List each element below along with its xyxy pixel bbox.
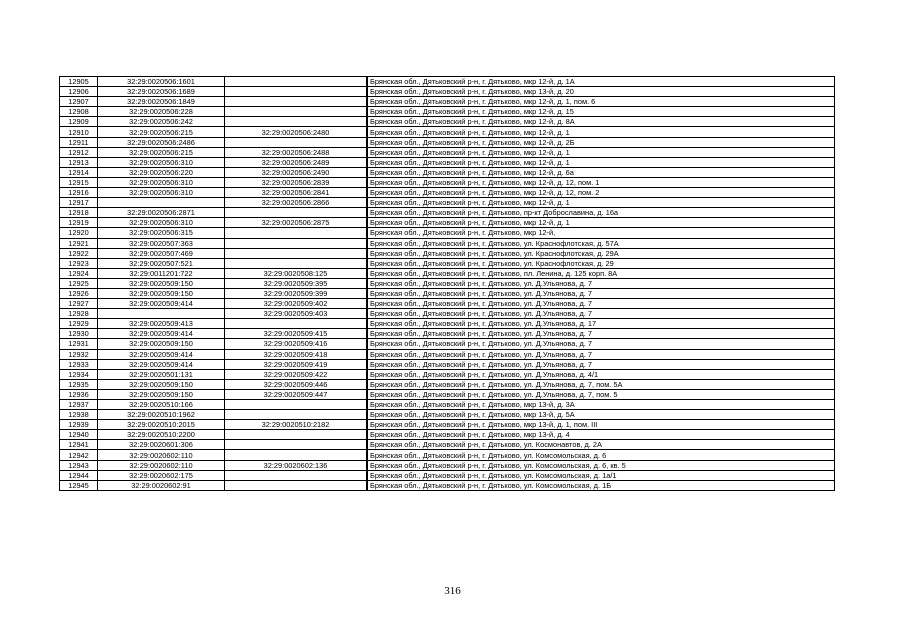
record-number-cell: 12930: [60, 329, 98, 339]
related-cadastral-number-cell: 32:29:0020506:2490: [225, 167, 367, 177]
table-row: [60, 208, 835, 218]
table-row: [60, 420, 835, 430]
cadastral-number-cell: 32:29:0020506:1601: [98, 77, 225, 87]
related-cadastral-number-cell: [225, 107, 367, 117]
record-number-cell: 12936: [60, 389, 98, 399]
table-row: [60, 248, 835, 258]
record-number-cell: 12941: [60, 440, 98, 450]
related-cadastral-number-cell: 32:29:0020509:402: [225, 299, 367, 309]
table-row: [60, 167, 835, 177]
cadastral-number-cell: [98, 198, 225, 208]
related-cadastral-number-cell: [225, 258, 367, 268]
related-cadastral-number-cell: [225, 117, 367, 127]
related-cadastral-number-cell: 32:29:0020509:399: [225, 288, 367, 298]
related-cadastral-number-cell: [225, 238, 367, 248]
table-row: [60, 359, 835, 369]
related-cadastral-number-cell: [225, 410, 367, 420]
related-cadastral-number-cell: 32:29:0020506:2875: [225, 218, 367, 228]
related-cadastral-number-cell: [225, 319, 367, 329]
cadastral-number-cell: 32:29:0020506:310: [98, 218, 225, 228]
record-number-cell: 12926: [60, 288, 98, 298]
table-row: [60, 288, 835, 298]
cadastral-number-cell: 32:29:0020506:310: [98, 177, 225, 187]
related-cadastral-number-cell: [225, 480, 367, 490]
address-cell: Брянская обл., Дятьковский р-н, г. Дятьково, ул. Д.Ульянова, д. 17: [368, 319, 835, 329]
related-cadastral-number-cell: 32:29:0020509:419: [225, 359, 367, 369]
record-number-cell: 12932: [60, 349, 98, 359]
record-number-cell: 12921: [60, 238, 98, 248]
related-cadastral-number-cell: [225, 450, 367, 460]
page-number: 316: [444, 585, 461, 597]
address-cell: Брянская обл., Дятьковский р-н, г. Дятьково, пл. Ленина, д. 125 корп. 8А: [368, 268, 835, 278]
table-row: [60, 278, 835, 288]
table-row: [60, 137, 835, 147]
related-cadastral-number-cell: 32:29:0020506:2866: [225, 198, 367, 208]
cadastral-number-cell: 32:29:0020506:1849: [98, 97, 225, 107]
related-cadastral-number-cell: [225, 430, 367, 440]
address-cell: Брянская обл., Дятьковский р-н, г. Дятьково, ул. Краснофлотская, д. 29: [368, 258, 835, 268]
cadastral-number-cell: 32:29:0020602:91: [98, 480, 225, 490]
address-cell: Брянская обл., Дятьковский р-н, г. Дятьково, ул. Д.Ульянова, д. 7: [368, 339, 835, 349]
table-row: [60, 77, 835, 87]
cadastral-number-cell: 32:29:0020509:150: [98, 389, 225, 399]
related-cadastral-number-cell: 32:29:0020506:2489: [225, 157, 367, 167]
table-row: [60, 430, 835, 440]
address-cell: Брянская обл., Дятьковский р-н, г. Дятьково, мкр 12-й, д. 1: [368, 198, 835, 208]
address-cell: Брянская обл., Дятьковский р-н, г. Дятьково, ул. Д.Ульянова, д. 7: [368, 299, 835, 309]
record-number-cell: 12922: [60, 248, 98, 258]
cadastral-number-cell: 32:29:0020509:414: [98, 349, 225, 359]
related-cadastral-number-cell: [225, 97, 367, 107]
table-row: [60, 117, 835, 127]
record-number-cell: 12913: [60, 157, 98, 167]
record-number-cell: 12939: [60, 420, 98, 430]
record-number-cell: 12943: [60, 460, 98, 470]
table-row: [60, 268, 835, 278]
cadastral-number-cell: [98, 309, 225, 319]
cadastral-number-cell: 32:29:0020509:150: [98, 288, 225, 298]
table-row: [60, 218, 835, 228]
cadastral-number-cell: 32:29:0020506:242: [98, 117, 225, 127]
address-cell: Брянская обл., Дятьковский р-н, г. Дятьково, ул. Краснофлотская, д. 57А: [368, 238, 835, 248]
record-number-cell: 12905: [60, 77, 98, 87]
related-cadastral-number-cell: 32:29:0020509:403: [225, 309, 367, 319]
related-cadastral-number-cell: 32:29:0020510:2182: [225, 420, 367, 430]
address-cell: Брянская обл., Дятьковский р-н, г. Дятьково, мкр 13-й, д. 5А: [368, 410, 835, 420]
table-row: [60, 480, 835, 490]
cadastral-number-cell: 32:29:0020601:306: [98, 440, 225, 450]
cadastral-number-cell: 32:29:0011201:722: [98, 268, 225, 278]
address-cell: Брянская обл., Дятьковский р-н, г. Дятьково, мкр 13-й, д. 3А: [368, 400, 835, 410]
related-cadastral-number-cell: [225, 228, 367, 238]
record-number-cell: 12907: [60, 97, 98, 107]
address-cell: Брянская обл., Дятьковский р-н, г. Дятьково, ул. Комсомольская, д. 1Б: [368, 480, 835, 490]
record-number-cell: 12908: [60, 107, 98, 117]
record-number-cell: 12925: [60, 278, 98, 288]
related-cadastral-number-cell: [225, 87, 367, 97]
record-number-cell: 12937: [60, 400, 98, 410]
table-row: [60, 238, 835, 248]
table-row: [60, 460, 835, 470]
record-number-cell: 12927: [60, 299, 98, 309]
table-row: [60, 188, 835, 198]
table-row: [60, 369, 835, 379]
related-cadastral-number-cell: [225, 208, 367, 218]
cadastral-number-cell: 32:29:0020506:215: [98, 147, 225, 157]
related-cadastral-number-cell: 32:29:0020509:447: [225, 389, 367, 399]
table-row: [60, 157, 835, 167]
table-row: [60, 339, 835, 349]
table-row: [60, 349, 835, 359]
address-cell: Брянская обл., Дятьковский р-н, г. Дятьково, мкр 12-й, д. 8А: [368, 117, 835, 127]
record-number-cell: 12914: [60, 167, 98, 177]
cadastral-number-cell: 32:29:0020507:521: [98, 258, 225, 268]
table-row: [60, 389, 835, 399]
table-row: [60, 198, 835, 208]
record-number-cell: 12923: [60, 258, 98, 268]
cadastral-number-cell: 32:29:0020509:414: [98, 359, 225, 369]
table-row: [60, 440, 835, 450]
registry-table: [59, 76, 835, 491]
cadastral-number-cell: 32:29:0020509:414: [98, 329, 225, 339]
related-cadastral-number-cell: [225, 400, 367, 410]
address-cell: Брянская обл., Дятьковский р-н, г. Дятьково, мкр 12-й, д. 1: [368, 157, 835, 167]
address-cell: Брянская обл., Дятьковский р-н, г. Дятьково, мкр 12-й, д. 12, пом. 2: [368, 188, 835, 198]
related-cadastral-number-cell: 32:29:0020506:2841: [225, 188, 367, 198]
address-cell: Брянская обл., Дятьковский р-н, г. Дятьково, мкр 13-й, д. 20: [368, 87, 835, 97]
cadastral-number-cell: 32:29:0020602:110: [98, 460, 225, 470]
table-row: [60, 107, 835, 117]
related-cadastral-number-cell: 32:29:0020509:415: [225, 329, 367, 339]
related-cadastral-number-cell: 32:29:0020602:136: [225, 460, 367, 470]
record-number-cell: 12909: [60, 117, 98, 127]
related-cadastral-number-cell: 32:29:0020509:418: [225, 349, 367, 359]
cadastral-number-cell: 32:29:0020510:1962: [98, 410, 225, 420]
related-cadastral-number-cell: 32:29:0020508:125: [225, 268, 367, 278]
address-cell: Брянская обл., Дятьковский р-н, г. Дятьково, ул. Д.Ульянова, д. 7: [368, 278, 835, 288]
cadastral-number-cell: 32:29:0020506:315: [98, 228, 225, 238]
record-number-cell: 12933: [60, 359, 98, 369]
record-number-cell: 12916: [60, 188, 98, 198]
address-cell: Брянская обл., Дятьковский р-н, г. Дятьково, мкр 12-й, д. 1: [368, 147, 835, 157]
related-cadastral-number-cell: [225, 137, 367, 147]
record-number-cell: 12931: [60, 339, 98, 349]
record-number-cell: 12940: [60, 430, 98, 440]
cadastral-number-cell: 32:29:0020507:363: [98, 238, 225, 248]
address-cell: Брянская обл., Дятьковский р-н, г. Дятьково, ул. Д.Ульянова, д. 7: [368, 359, 835, 369]
table-row: [60, 177, 835, 187]
cadastral-number-cell: 32:29:0020507:469: [98, 248, 225, 258]
table-row: [60, 127, 835, 137]
table-row: [60, 470, 835, 480]
address-cell: Брянская обл., Дятьковский р-н, г. Дятьково, мкр 12-й, д. 15: [368, 107, 835, 117]
record-number-cell: 12910: [60, 127, 98, 137]
cadastral-number-cell: 32:29:0020509:414: [98, 299, 225, 309]
address-cell: Брянская обл., Дятьковский р-н, г. Дятьково, мкр 12-й,: [368, 228, 835, 238]
address-cell: Брянская обл., Дятьковский р-н, г. Дятьково, мкр 13-й, д. 1, пом. III: [368, 420, 835, 430]
address-cell: Брянская обл., Дятьковский р-н, г. Дятьково, ул. Комсомольская, д. 6: [368, 450, 835, 460]
registry-table-body: [60, 77, 835, 491]
cadastral-number-cell: 32:29:0020602:110: [98, 450, 225, 460]
record-number-cell: 12944: [60, 470, 98, 480]
address-cell: Брянская обл., Дятьковский р-н, г. Дятьково, мкр 12-й, д. 1, пом. 6: [368, 97, 835, 107]
related-cadastral-number-cell: 32:29:0020509:446: [225, 379, 367, 389]
record-number-cell: 12935: [60, 379, 98, 389]
related-cadastral-number-cell: 32:29:0020506:2839: [225, 177, 367, 187]
cadastral-number-cell: 32:29:0020509:150: [98, 278, 225, 288]
cadastral-number-cell: 32:29:0020506:1689: [98, 87, 225, 97]
cadastral-number-cell: 32:29:0020509:150: [98, 379, 225, 389]
cadastral-number-cell: 32:29:0020509:150: [98, 339, 225, 349]
address-cell: Брянская обл., Дятьковский р-н, г. Дятьково, мкр 12-й, д. 2Б: [368, 137, 835, 147]
address-cell: Брянская обл., Дятьковский р-н, г. Дятьково, ул. Д.Ульянова, д. 7: [368, 349, 835, 359]
address-cell: Брянская обл., Дятьковский р-н, г. Дятьково, ул. Д.Ульянова, д. 4/1: [368, 369, 835, 379]
address-cell: Брянская обл., Дятьковский р-н, г. Дятьково, ул. Д.Ульянова, д. 7, пом. 5А: [368, 379, 835, 389]
record-number-cell: 12918: [60, 208, 98, 218]
address-cell: Брянская обл., Дятьковский р-н, г. Дятьково, ул. Д.Ульянова, д. 7: [368, 329, 835, 339]
address-cell: Брянская обл., Дятьковский р-н, г. Дятьково, мкр 13-й, д. 4: [368, 430, 835, 440]
cadastral-number-cell: 32:29:0020506:2486: [98, 137, 225, 147]
cadastral-number-cell: 32:29:0020506:2871: [98, 208, 225, 218]
record-number-cell: 12915: [60, 177, 98, 187]
related-cadastral-number-cell: 32:29:0020509:416: [225, 339, 367, 349]
cadastral-number-cell: 32:29:0020506:310: [98, 157, 225, 167]
cadastral-number-cell: 32:29:0020510:2015: [98, 420, 225, 430]
record-number-cell: 12934: [60, 369, 98, 379]
cadastral-number-cell: 32:29:0020510:2200: [98, 430, 225, 440]
address-cell: Брянская обл., Дятьковский р-н, г. Дятьково, мкр 12-й, д. 1: [368, 127, 835, 137]
related-cadastral-number-cell: [225, 248, 367, 258]
record-number-cell: 12945: [60, 480, 98, 490]
related-cadastral-number-cell: 32:29:0020509:422: [225, 369, 367, 379]
table-row: [60, 379, 835, 389]
cadastral-number-cell: 32:29:0020602:175: [98, 470, 225, 480]
cadastral-number-cell: 32:29:0020506:228: [98, 107, 225, 117]
table-row: [60, 319, 835, 329]
record-number-cell: 12942: [60, 450, 98, 460]
record-number-cell: 12911: [60, 137, 98, 147]
table-row: [60, 309, 835, 319]
address-cell: Брянская обл., Дятьковский р-н, г. Дятьково, ул. Краснофлотская, д. 29А: [368, 248, 835, 258]
table-row: [60, 97, 835, 107]
address-cell: Брянская обл., Дятьковский р-н, г. Дятьково, ул. Д.Ульянова, д. 7, пом. 5: [368, 389, 835, 399]
table-row: [60, 147, 835, 157]
table-row: [60, 410, 835, 420]
cadastral-number-cell: 32:29:0020506:310: [98, 188, 225, 198]
table-row: [60, 299, 835, 309]
record-number-cell: 12928: [60, 309, 98, 319]
cadastral-number-cell: 32:29:0020509:413: [98, 319, 225, 329]
cadastral-number-cell: 32:29:0020506:215: [98, 127, 225, 137]
related-cadastral-number-cell: 32:29:0020509:395: [225, 278, 367, 288]
table-row: [60, 228, 835, 238]
address-cell: Брянская обл., Дятьковский р-н, г. Дятьково, ул. Д.Ульянова, д. 7: [368, 288, 835, 298]
address-cell: Брянская обл., Дятьковский р-н, г. Дятьково, пр-кт Доброславина, д. 16а: [368, 208, 835, 218]
address-cell: Брянская обл., Дятьковский р-н, г. Дятьково, мкр 12-й, д. 1: [368, 218, 835, 228]
cadastral-number-cell: 32:29:0020501:131: [98, 369, 225, 379]
record-number-cell: 12920: [60, 228, 98, 238]
table-row: [60, 450, 835, 460]
related-cadastral-number-cell: 32:29:0020506:2480: [225, 127, 367, 137]
record-number-cell: 12919: [60, 218, 98, 228]
address-cell: Брянская обл., Дятьковский р-н, г. Дятьково, ул. Д.Ульянова, д. 7: [368, 309, 835, 319]
table-row: [60, 329, 835, 339]
cadastral-number-cell: 32:29:0020510:166: [98, 400, 225, 410]
record-number-cell: 12912: [60, 147, 98, 157]
related-cadastral-number-cell: 32:29:0020506:2488: [225, 147, 367, 157]
record-number-cell: 12929: [60, 319, 98, 329]
address-cell: Брянская обл., Дятьковский р-н, г. Дятьково, мкр 12-й, д. 1А: [368, 77, 835, 87]
cadastral-number-cell: 32:29:0020506:220: [98, 167, 225, 177]
related-cadastral-number-cell: [225, 77, 367, 87]
record-number-cell: 12906: [60, 87, 98, 97]
address-cell: Брянская обл., Дятьковский р-н, г. Дятьково, мкр 12-й, д. 6а: [368, 167, 835, 177]
address-cell: Брянская обл., Дятьковский р-н, г. Дятьково, мкр 12-й, д. 12, пом. 1: [368, 177, 835, 187]
address-cell: Брянская обл., Дятьковский р-н, г. Дятьково, ул. Космонавтов, д. 2А: [368, 440, 835, 450]
table-row: [60, 87, 835, 97]
table-row: [60, 258, 835, 268]
record-number-cell: 12917: [60, 198, 98, 208]
address-cell: Брянская обл., Дятьковский р-н, г. Дятьково, ул. Комсомольская, д. 6, кв. 5: [368, 460, 835, 470]
table-row: [60, 400, 835, 410]
record-number-cell: 12924: [60, 268, 98, 278]
related-cadastral-number-cell: [225, 440, 367, 450]
related-cadastral-number-cell: [225, 470, 367, 480]
record-number-cell: 12938: [60, 410, 98, 420]
address-cell: Брянская обл., Дятьковский р-н, г. Дятьково, ул. Комсомольская, д. 1а/1: [368, 470, 835, 480]
